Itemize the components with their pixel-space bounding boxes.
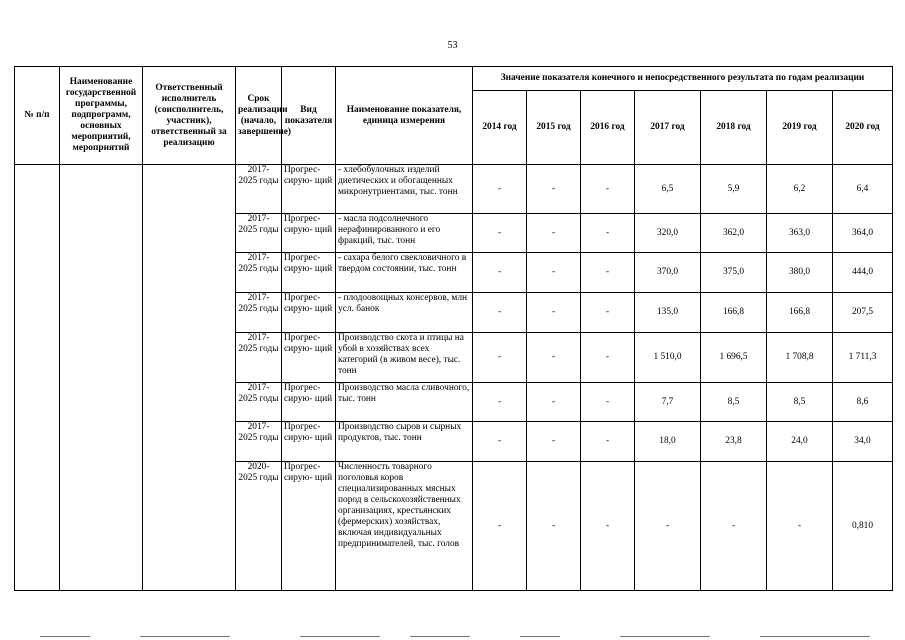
scan-bottom-edge <box>0 636 905 638</box>
cell-term: 2017- 2025 годы <box>236 214 282 253</box>
header-year: 2020 год <box>833 91 893 165</box>
cell-value: 370,0 <box>635 253 701 293</box>
cell-term: 2017- 2025 годы <box>236 383 282 422</box>
header-year: 2014 год <box>473 91 527 165</box>
cell-value: 320,0 <box>635 214 701 253</box>
cell-indicator: Производство масла сливочного, тыс. тонн <box>336 383 473 422</box>
cell-kind: Прогрес- сирую- щий <box>282 333 336 383</box>
header-year: 2017 год <box>635 91 701 165</box>
cell-value: - <box>581 293 635 333</box>
cell-value: - <box>767 462 833 591</box>
cell-value: - <box>581 165 635 214</box>
header-year: 2015 год <box>527 91 581 165</box>
cell-value: - <box>473 333 527 383</box>
cell-value: - <box>473 214 527 253</box>
cell-value: 0,810 <box>833 462 893 591</box>
cell-indicator: Производство скота и птицы на убой в хозяйствах всех категорий (в живом весе), тыс. тонн <box>336 333 473 383</box>
cell-kind: Прогрес- сирую- щий <box>282 383 336 422</box>
cell-value: 166,8 <box>701 293 767 333</box>
cell-value: 1 696,5 <box>701 333 767 383</box>
cell-program-empty <box>60 165 143 591</box>
cell-value: 6,4 <box>833 165 893 214</box>
cell-term: 2017- 2025 годы <box>236 333 282 383</box>
cell-kind: Прогрес- сирую- щий <box>282 422 336 462</box>
cell-value: - <box>581 253 635 293</box>
cell-value: 166,8 <box>767 293 833 333</box>
page-number: 53 <box>447 40 458 51</box>
cell-value: 18,0 <box>635 422 701 462</box>
cell-value: - <box>527 293 581 333</box>
cell-value: 375,0 <box>701 253 767 293</box>
cell-value: - <box>527 165 581 214</box>
cell-value: - <box>581 383 635 422</box>
cell-value: - <box>473 462 527 591</box>
cell-value: 1 510,0 <box>635 333 701 383</box>
cell-value: - <box>527 214 581 253</box>
cell-kind: Прогрес- сирую- щий <box>282 165 336 214</box>
cell-value: 5,9 <box>701 165 767 214</box>
cell-indicator: - хлебобулочных изделий диетических и обогащенных микронутриентами, тыс. тонн <box>336 165 473 214</box>
cell-indicator: - плодоовощных консервов, млн усл. банок <box>336 293 473 333</box>
header-program: Наименование государственной программы, подпрограмм, основных мероприятий, мероприятий <box>60 67 143 165</box>
cell-responsible-empty <box>143 165 236 591</box>
cell-kind: Прогрес- сирую- щий <box>282 253 336 293</box>
cell-value: - <box>581 214 635 253</box>
cell-indicator: Численность товарного поголовья коров специализированных мясных пород в сельскохозяйственных организациях, крестьянских (фермерских) хозяйствах, включая индивидуальных предпринимателей, тыс. голов <box>336 462 473 591</box>
cell-value: - <box>527 422 581 462</box>
cell-value: 6,2 <box>767 165 833 214</box>
cell-value: - <box>473 422 527 462</box>
cell-term: 2020- 2025 годы <box>236 462 282 591</box>
cell-value: 207,5 <box>833 293 893 333</box>
header-year: 2018 год <box>701 91 767 165</box>
cell-value: 8,6 <box>833 383 893 422</box>
header-term: Срок реализации (начало, завершение) <box>236 67 282 165</box>
cell-value: - <box>527 462 581 591</box>
cell-value: 23,8 <box>701 422 767 462</box>
cell-term: 2017- 2025 годы <box>236 253 282 293</box>
cell-value: 7,7 <box>635 383 701 422</box>
cell-value: 1 708,8 <box>767 333 833 383</box>
cell-value: - <box>473 165 527 214</box>
cell-value: - <box>581 462 635 591</box>
header-year: 2016 год <box>581 91 635 165</box>
cell-value: 135,0 <box>635 293 701 333</box>
cell-value: - <box>581 333 635 383</box>
cell-value: - <box>473 293 527 333</box>
cell-kind: Прогрес- сирую- щий <box>282 462 336 591</box>
cell-value: - <box>527 333 581 383</box>
cell-value: 34,0 <box>833 422 893 462</box>
cell-value: 6,5 <box>635 165 701 214</box>
header-values-group: Значение показателя конечного и непосредственного результата по годам реализации <box>473 67 893 91</box>
cell-value: 364,0 <box>833 214 893 253</box>
cell-value: - <box>581 422 635 462</box>
cell-value: 8,5 <box>701 383 767 422</box>
cell-value: - <box>527 253 581 293</box>
cell-value: 362,0 <box>701 214 767 253</box>
cell-indicator: - масла подсолнечного нерафинированного и его фракций, тыс. тонн <box>336 214 473 253</box>
cell-value: 24,0 <box>767 422 833 462</box>
header-year: 2019 год <box>767 91 833 165</box>
table-row <box>15 165 893 214</box>
cell-indicator: - сахара белого свекловичного в твердом состоянии, тыс. тонн <box>336 253 473 293</box>
cell-value: - <box>473 383 527 422</box>
cell-value: 380,0 <box>767 253 833 293</box>
cell-num-empty <box>15 165 60 591</box>
cell-value: - <box>473 253 527 293</box>
cell-kind: Прогрес- сирую- щий <box>282 293 336 333</box>
cell-value: - <box>527 383 581 422</box>
cell-value: - <box>635 462 701 591</box>
cell-term: 2017- 2025 годы <box>236 293 282 333</box>
header-indicator: Наименование показателя, единица измерения <box>336 67 473 165</box>
indicators-table <box>14 66 893 591</box>
cell-value: 8,5 <box>767 383 833 422</box>
cell-value: 444,0 <box>833 253 893 293</box>
cell-value: - <box>701 462 767 591</box>
cell-term: 2017- 2025 годы <box>236 165 282 214</box>
cell-term: 2017- 2025 годы <box>236 422 282 462</box>
cell-value: 363,0 <box>767 214 833 253</box>
header-num: № п/п <box>15 67 60 165</box>
header-kind: Вид показателя <box>282 67 336 165</box>
cell-value: 1 711,3 <box>833 333 893 383</box>
header-responsible: Ответственный исполнитель (соисполнитель, участник), ответственный за реализацию <box>143 67 236 165</box>
cell-indicator: Производство сыров и сырных продуктов, тыс. тонн <box>336 422 473 462</box>
cell-kind: Прогрес- сирую- щий <box>282 214 336 253</box>
